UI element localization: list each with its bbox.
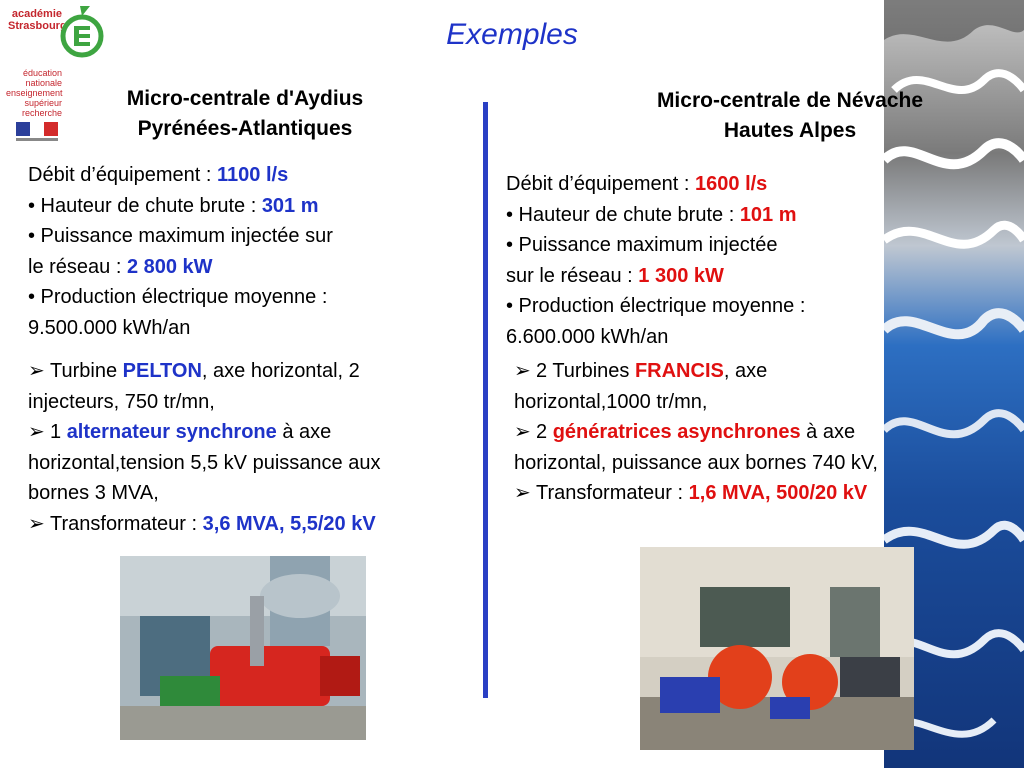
right-transfo-line: ➢ Transformateur : 1,6 MVA, 500/20 kV bbox=[514, 478, 984, 509]
left-hauteur-line: • Hauteur de chute brute : 301 m bbox=[28, 194, 319, 217]
aydius-turbine-photo bbox=[120, 556, 366, 740]
nevache-turbine-photo bbox=[640, 547, 914, 750]
left-specs bbox=[28, 160, 468, 343]
left-alternateur-line: ➢ 1 alternateur synchrone à axe bbox=[28, 417, 488, 448]
left-production-value: 9.500.000 kWh/an bbox=[28, 316, 191, 339]
right-heading: Micro-centrale de Névache Hautes Alpes bbox=[656, 89, 924, 142]
right-debit-line: Débit d’équipement : 1600 l/s bbox=[506, 173, 768, 195]
right-puissance-line: • Puissance maximum injectée bbox=[506, 234, 778, 256]
arrow-bullet-icon: ➢ bbox=[514, 421, 531, 443]
page-title: Exemples bbox=[446, 18, 578, 51]
right-hauteur-line: • Hauteur de chute brute : 101 m bbox=[506, 203, 797, 226]
left-puissance-line: • Puissance maximum injectée sur bbox=[28, 225, 333, 247]
marianne-flag-icon bbox=[16, 122, 58, 142]
arrow-bullet-icon: ➢ bbox=[28, 512, 45, 535]
logo-academie-text: académie Strasbourg bbox=[8, 8, 67, 32]
right-turbine-line: ➢ 2 Turbines FRANCIS, axe bbox=[514, 356, 984, 387]
arrow-bullet-icon: ➢ bbox=[514, 360, 531, 382]
arrow-bullet-icon: ➢ bbox=[28, 421, 45, 443]
logo-education-text: éducation nationale enseignement supérieur recherche bbox=[6, 68, 63, 118]
left-puissance-value-line: le réseau : 2 800 kW bbox=[28, 255, 213, 278]
arrow-bullet-icon: ➢ bbox=[514, 482, 531, 504]
right-production-line: • Production électrique moyenne : bbox=[506, 295, 806, 317]
left-equipment: ➢ Turbine PELTON, axe horizontal, 2 injecteurs, 750 tr/mn, ➢ 1 alternateur synchrone à axe horizontal,tension 5,5 kV puissance aux bornes 3 MVA, ➢ Transformateur : 3,6 MVA, 5,5/20 kV bbox=[28, 356, 488, 539]
left-production-line: • Production électrique moyenne : bbox=[28, 286, 328, 308]
arrow-bullet-icon: ➢ bbox=[28, 360, 45, 382]
left-heading: Micro-centrale d'Aydius Pyrénées-Atlantiques bbox=[126, 87, 364, 140]
right-equipment: ➢ 2 Turbines FRANCIS, axe horizontal,1000 tr/mn, ➢ 2 génératrices asynchrones à axe horizontal, puissance aux bornes 740 kV, ➢ Transformateur : 1,6 MVA, 500/20 kV bbox=[514, 356, 984, 509]
left-debit-line: Débit d’équipement : 1100 l/s bbox=[28, 164, 289, 186]
left-transfo-line: ➢ Transformateur : 3,6 MVA, 5,5/20 kV bbox=[28, 509, 488, 540]
right-puissance-value-line: sur le réseau : 1 300 kW bbox=[506, 264, 724, 287]
right-production-value: 6.600.000 kWh/an bbox=[506, 325, 669, 348]
right-generatrices-line: ➢ 2 génératrices asynchrones à axe bbox=[514, 417, 984, 448]
right-specs bbox=[506, 169, 896, 352]
left-turbine-line: ➢ Turbine PELTON, axe horizontal, 2 bbox=[28, 356, 488, 387]
